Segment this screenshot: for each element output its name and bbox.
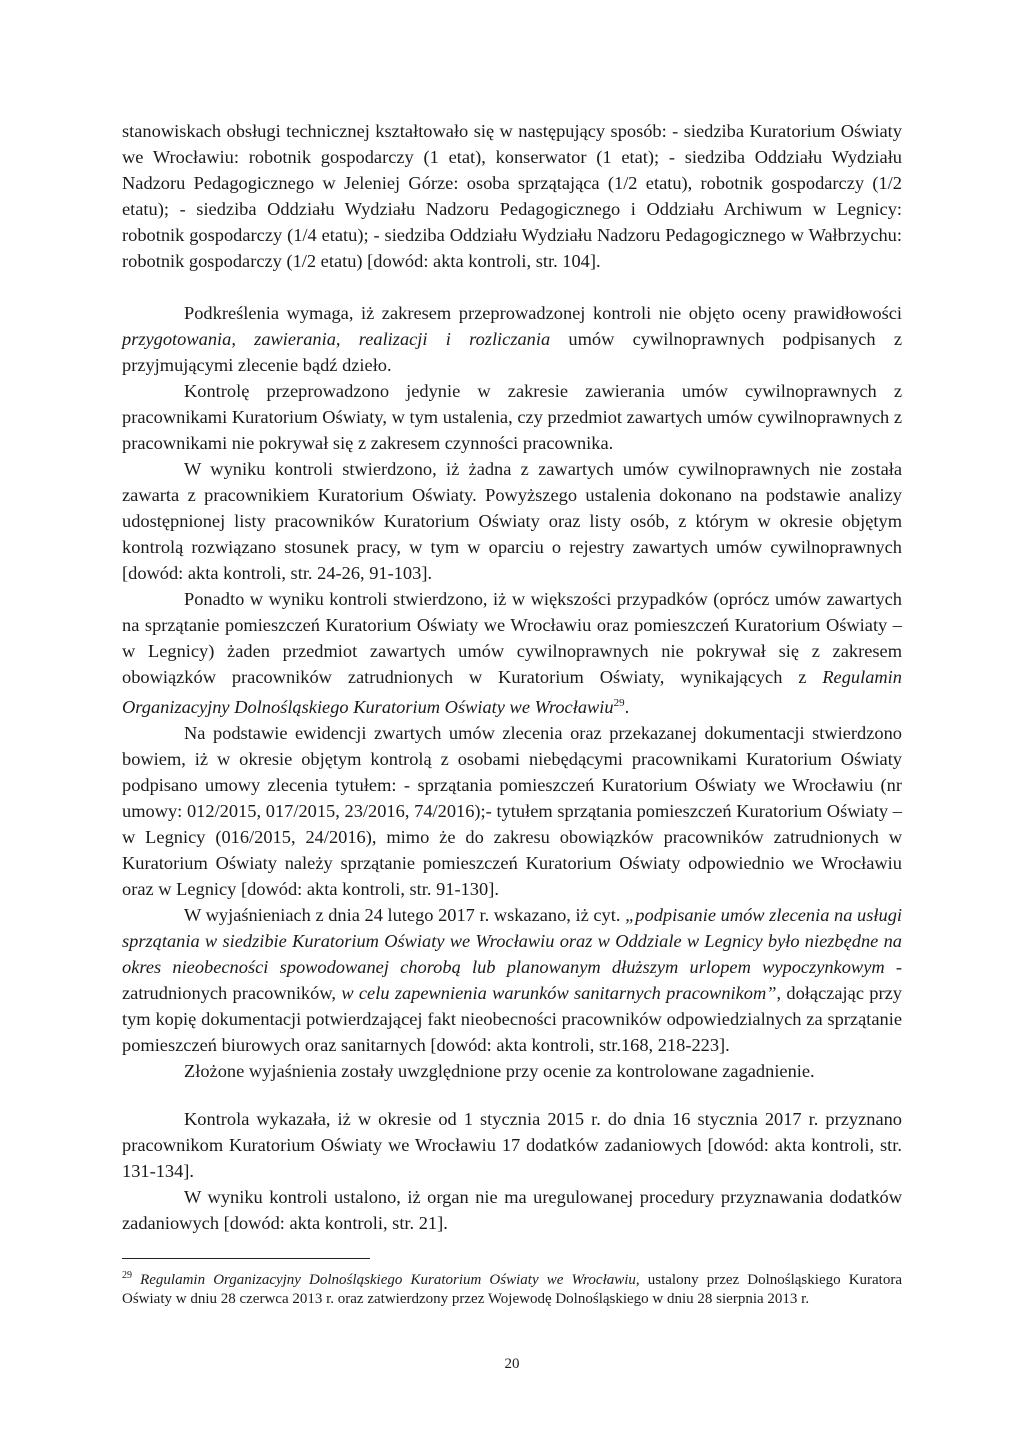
footnote-mark: 29	[122, 1270, 132, 1281]
page-number: 20	[504, 1356, 520, 1372]
footnote-reference: 29	[613, 697, 625, 709]
paragraph-control-scope: Kontrolę przeprowadzono jedynie w zakresie zawierania umów cywilnoprawnych z pracownikami Kuratorium Oświaty, w tym ustalenia, czy przedmiot zawartych umów cywilnoprawnych z pracownikami nie pokrywał się z zakresem czynności pracownika.	[122, 381, 902, 453]
paragraph-task-allowances: Kontrola wykazała, iż w okresie od 1 stycznia 2015 r. do dnia 16 stycznia 2017 r. przyznano pracownikom Kuratorium Oświaty we Wrocławiu 17 dodatków zadaniowych [dowód: akta kontroli, str. 131-134].	[122, 1109, 902, 1181]
footnote-text: , ustalony przez Dolnośląskiego Kuratora Oświaty w dniu 28 czerwca 2013 r. oraz zatwierdzony przez Wojewodę Dolnośląskiego w dniu 28 sierpnia 2013 r.	[122, 1272, 903, 1307]
paragraph-explanations: W wyjaśnieniach z dnia 24 lutego 2017 r. wskazano, iż cyt. „podpisanie umów zlecenia na usługi sprzątania w siedzibie Kuratorium Oświaty we Wrocławiu oraz w Oddziale w Legnicy było niezbędne na okres nieobecności spowodowanej chorobą lub planowanym dłuższym urlopem wypoczynkowym - zatrudnionych pracowników, w celu zapewnienia warunków sanitarnych pracownikom”, dołączając przy tym kopię dokumentacji potwierdzającej fakt nieobecności pracowników odpowiedzialnych za sprzątanie pomieszczeń biurowych oraz sanitarnych [dowód: akta kontroli, str.168, 218-223].	[122, 905, 903, 1055]
footnote-title: Regulamin Organizacyjny Dolnośląskiego Kuratorium Oświaty we Wrocławiu	[140, 1272, 636, 1288]
footnote	[122, 1266, 902, 1309]
paragraph-finding-no-contracts: W wyniku kontroli stwierdzono, iż żadna z zawartych umów cywilnoprawnych nie została zawarta z pracownikiem Kuratorium Oświaty. Powyższego ustalenia dokonano na podstawie analizy udostępnionej listy pracowników Kuratorium Oświaty oraz listy osób, z którym w okresie objętym kontrolą rozwiązano stosunek pracy, w tym w oparciu o rejestry zawartych umów cywilnoprawnych [dowód: akta kontroli, str. 24-26, 91-103].	[122, 459, 902, 583]
paragraph-finding-cleaning: Ponadto w wyniku kontroli stwierdzono, iż w większości przypadków (oprócz umów zawartych na sprzątanie pomieszczeń Kuratorium Oświaty we Wrocławiu oraz pomieszczeń Kuratorium Oświaty – w Legnicy) żaden przedmiot zawartych umów cywilnoprawnych nie pokrywał się z zakresem obowiązków pracowników zatrudnionych w Kuratorium Oświaty, wynikających z Regulamin Organizacyjny Dolnośląskiego Kuratorium Oświaty we Wrocławiu$^{29}$.	[122, 589, 902, 717]
paragraph-contract-records: Na podstawie ewidencji zwartych umów zlecenia oraz przekazanej dokumentacji stwierdzono bowiem, iż w okresie objętym kontrolą z osobami niebędącymi pracownikami Kuratorium Oświaty podpisano umowy zlecenia tytułem: - sprzątania pomieszczeń Kuratorium Oświaty we Wrocławiu (nr umowy: 012/2015, 017/2015, 23/2016, 74/2016);- tytułem sprzątania pomieszczeń Kuratorium Oświaty – w Legnicy (016/2015, 24/2016), mimo że do zakresu obowiązków pracowników zatrudnionych w Kuratorium Oświaty należy sprzątanie pomieszczeń Kuratorium Oświaty odpowiednio we Wrocławiu oraz w Legnicy [dowód: akta kontroli, str. 91-130].	[122, 723, 902, 899]
body-text	[122, 118, 902, 1236]
paragraph-staff-positions: stanowiskach obsługi technicznej kształtowało się w następujący sposób: - siedziba Kuratorium Oświaty we Wrocławiu: robotnik gospodarczy (1 etat), konserwator (1 etat); - siedziba Oddziału Wydziału Nadzoru Pedagogicznego w Jeleniej Górze: osoba sprzątająca (1/2 etatu), robotnik gospodarczy (1/2 etatu); - siedziba Oddziału Wydziału Nadzoru Pedagogicznego i Oddziału Archiwum w Legnicy: robotnik gospodarczy (1/4 etatu); - siedziba Oddziału Wydziału Nadzoru Pedagogicznego w Wałbrzychu: robotnik gospodarczy (1/2 etatu) [dowód: akta kontroli, str. 104].	[122, 121, 902, 271]
paragraph-explanations-accepted: Złożone wyjaśnienia zostały uwzględnione przy ocenie za kontrolowane zagadnienie.	[184, 1061, 815, 1081]
paragraph-scope-note: Podkreślenia wymaga, iż zakresem przeprowadzonej kontroli nie objęto oceny prawidłowości przygotowania, zawierania, realizacji i rozliczania umów cywilnoprawnych podpisanych z przyjmującymi zlecenie bądź dzieło.	[122, 303, 902, 375]
footnote-divider	[122, 1258, 370, 1259]
paragraph-no-procedure: W wyniku kontroli ustalono, iż organ nie ma uregulowanej procedury przyznawania dodatków zadaniowych [dowód: akta kontroli, str. 21].	[122, 1187, 902, 1233]
